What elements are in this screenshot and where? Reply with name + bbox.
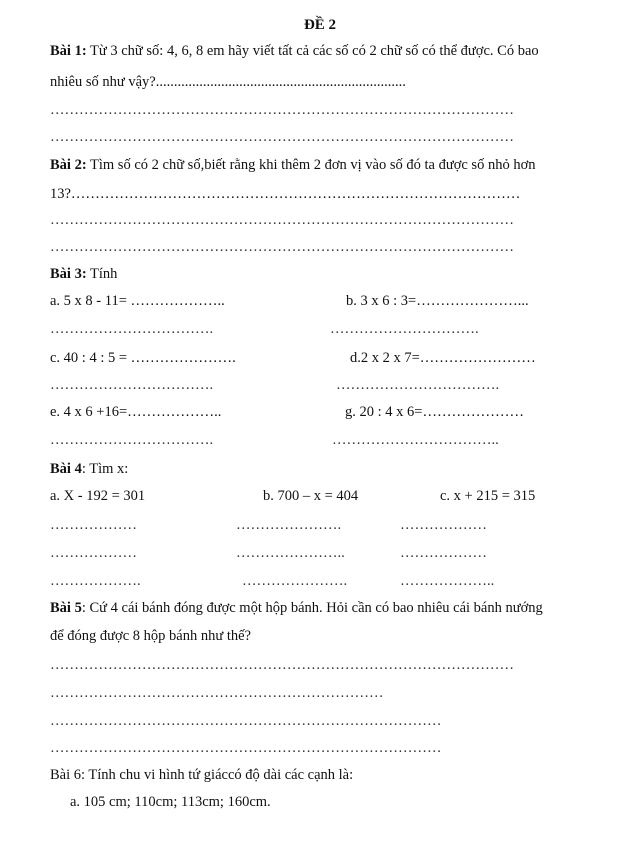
- bai2-line2: 13?…………………………………………………………………………………: [50, 186, 521, 202]
- bai3-answer-b: ………………………….: [330, 321, 479, 337]
- bai5-line1: [50, 599, 543, 617]
- bai4-heading-text: : Tìm x:: [81, 461, 129, 477]
- bai4-answer-b: ………………….: [236, 517, 342, 533]
- bai3-label: Bài 3:: [50, 266, 87, 282]
- bai2-line1: [50, 156, 536, 174]
- bai1-answer-line: ……………………………………………………………………………………: [50, 102, 514, 118]
- bai1-label: Bài 1:: [50, 43, 87, 59]
- bai3-answer-a: …………………………….: [50, 321, 214, 337]
- bai2-answer-line: ……………………………………………………………………………………: [50, 212, 514, 228]
- bai5-answer-line: ……………………………………………………………: [50, 685, 384, 701]
- bai5-line2: để đóng được 8 hộp bánh như thế?: [50, 628, 251, 644]
- bai3-answer-d: …………………………….: [336, 377, 500, 393]
- bai1-answer-line: ……………………………………………………………………………………: [50, 129, 514, 145]
- bai4-answer-b: ………………….: [242, 573, 348, 589]
- bai6-line1: Bài 6: Tính chu vi hình tứ giáccó độ dài các cạnh là:: [50, 767, 354, 783]
- bai3-item-b: b. 3 x 6 : 3=…………………...: [346, 293, 529, 309]
- bai4-heading: [50, 460, 128, 478]
- bai3-answer-c: …………………………….: [50, 377, 214, 393]
- bai5-answer-line: ……………………………………………………………………………………: [50, 657, 514, 673]
- bai2-answer-line: ……………………………………………………………………………………: [50, 239, 514, 255]
- bai4-item-c: c. x + 215 = 315: [440, 488, 536, 504]
- bai1-question: Từ 3 chữ số: 4, 6, 8 em hãy viết tất cả các số có 2 chữ số có thể được. Có bao: [86, 43, 539, 59]
- bai3-item-g: g. 20 : 4 x 6=…………………: [345, 404, 524, 420]
- bai4-answer-a: ……………….: [50, 573, 141, 589]
- bai3-item-e: e. 4 x 6 +16=………………..: [50, 404, 222, 420]
- bai3-heading-text: Tính: [86, 266, 118, 282]
- bai5-answer-line: ………………………………………………………………………: [50, 740, 442, 756]
- bai2-label: Bài 2:: [50, 157, 87, 173]
- bai4-answer-c: ………………: [400, 517, 487, 533]
- bai4-answer-c: ………………..: [400, 573, 495, 589]
- bai3-item-d: d.2 x 2 x 7=……………………: [350, 350, 536, 366]
- bai4-answer-a: ………………: [50, 517, 137, 533]
- bai4-label: Bài 4: [50, 461, 82, 477]
- bai1-line2: nhiêu số như vậy?.....................................................................: [50, 74, 406, 90]
- bai3-answer-e: …………………………….: [50, 432, 214, 448]
- page-title: ĐỀ 2: [303, 17, 337, 33]
- bai5-question: : Cứ 4 cái bánh đóng được một hộp bánh. Hỏi cần có bao nhiêu cái bánh nướng: [81, 600, 543, 616]
- bai3-item-c: c. 40 : 4 : 5 = ………………….: [50, 350, 236, 366]
- bai4-answer-a: ………………: [50, 545, 137, 561]
- bai3-item-a: a. 5 x 8 - 11= ………………..: [50, 293, 225, 309]
- bai4-item-a: a. X - 192 = 301: [50, 488, 146, 504]
- bai4-answer-c: ………………: [400, 545, 487, 561]
- bai3-heading: [50, 265, 117, 283]
- bai6-line2: a. 105 cm; 110cm; 113cm; 160cm.: [70, 794, 271, 810]
- bai2-question: Tìm số có 2 chữ số,biết rằng khi thêm 2 đơn vị vào số đó ta được số nhỏ hơn: [86, 157, 536, 173]
- bai5-label: Bài 5: [50, 600, 82, 616]
- bai4-answer-b: …………………..: [236, 545, 345, 561]
- bai3-answer-g: ……………………………..: [332, 432, 499, 448]
- bai5-answer-line: ………………………………………………………………………: [50, 713, 442, 729]
- bai4-item-b: b. 700 – x = 404: [263, 488, 359, 504]
- bai1-line1: [50, 42, 539, 60]
